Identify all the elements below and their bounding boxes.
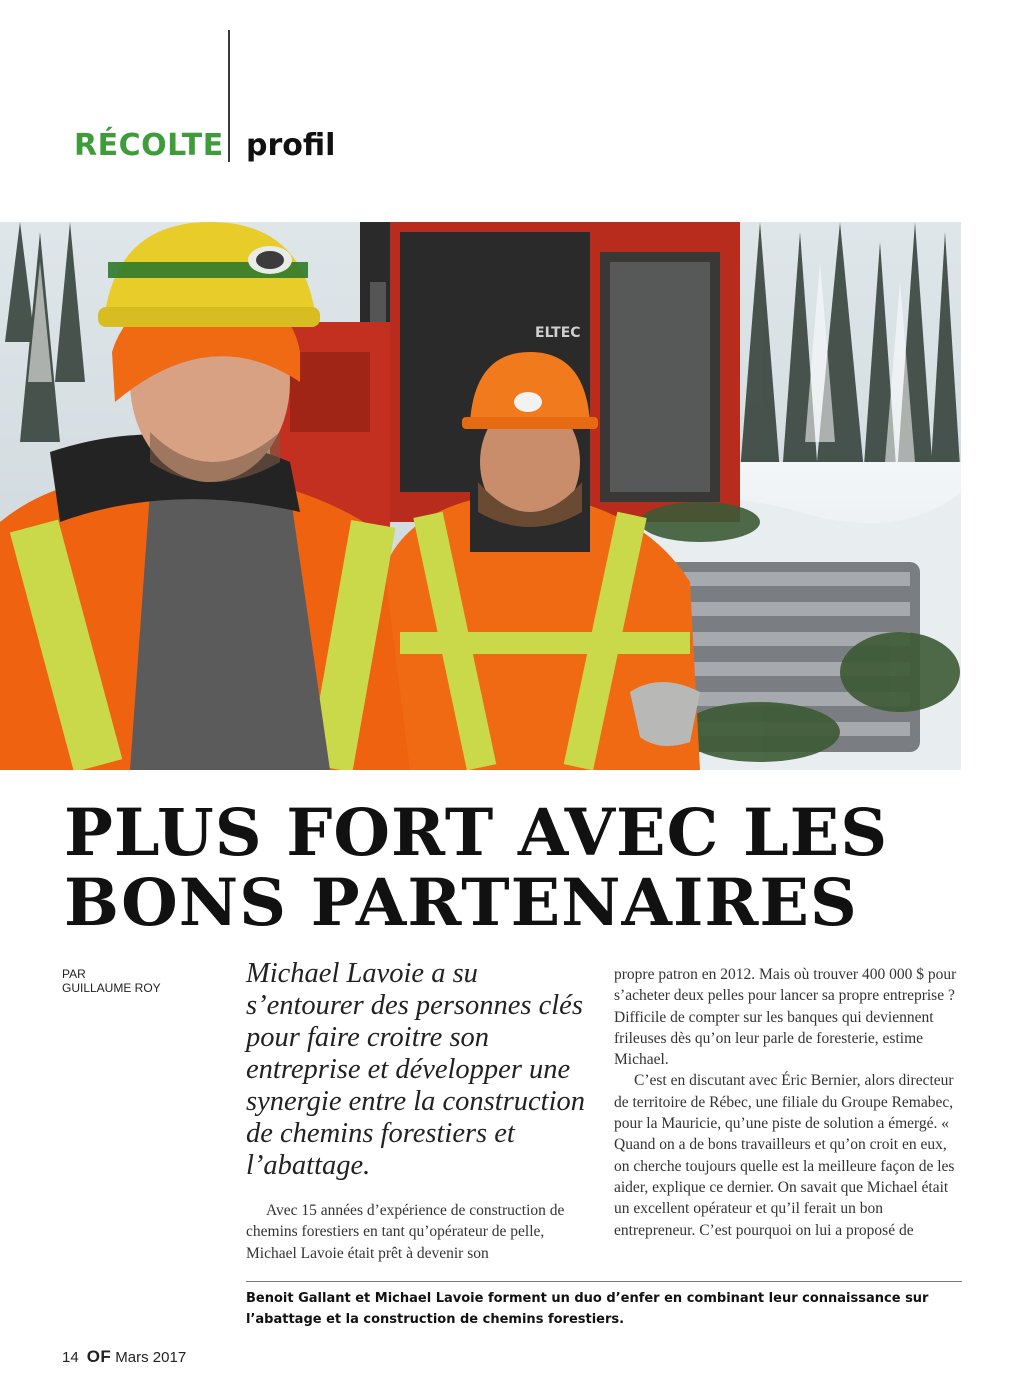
body-paragraph: Avec 15 années d’expérience de construction de chemins forestiers en tant qu’opérateur de pelle, Michael Lavoie était prêt à devenir son [246, 1202, 565, 1262]
photo-caption: Benoit Gallant et Michael Lavoie forment un duo d’enfer en combinant leur connaissance sur l’abattage et la construction de chemins forestiers. [246, 1291, 929, 1327]
byline-label: PAR [62, 967, 86, 981]
machine-brand: ELTEC [535, 325, 581, 341]
body-paragraph: C’est en discutant avec Éric Bernier, alors directeur de territoire de Rébec, une filiale du Groupe Remabec, pour la Mauricie, qu’une piste de solution a émergé. « Quand on a de bons travailleurs et qu’on croit en eux, on cherche toujours quelle est la meilleure façon de les aider, explique ce dernier. On savait que Michael était un excellent opérateur et qu’il ferait un bon entrepreneur. C’est pourquoi on lui a proposé de [614, 1072, 955, 1239]
body-column-left [246, 1200, 572, 1264]
page-number: 14 [62, 1349, 79, 1366]
headline-line-1: PLUS FORT AVEC LES [64, 795, 889, 871]
photo-illustration [0, 222, 961, 770]
byline-author: GUILLAUME ROY [62, 981, 161, 995]
section-name: RÉCOLTE [74, 128, 224, 163]
article-headline [64, 795, 964, 941]
page-footer [62, 1347, 186, 1367]
section-divider [228, 30, 230, 162]
issue-date: Mars 2017 [115, 1349, 187, 1366]
article-lede: Michael Lavoie a su s’entourer des personnes clés pour faire croitre son entreprise et développer une synergie entre la construction de chemins forestiers et l’abattage. [246, 958, 586, 1181]
headline-line-2: BONS PARTENAIRES [64, 865, 858, 941]
section-header [0, 0, 1024, 200]
body-paragraph: propre patron en 2012. Mais où trouver 400 000 $ pour s’acheter deux pelles pour lancer sa propre entreprise ? Difficile de compter sur les banques qui deviennent frileuses dès qu’on leur parle de foresterie, estime Michael. [614, 966, 957, 1069]
magazine-logo: OF [86, 1347, 112, 1366]
body-column-right [614, 964, 959, 1241]
article-photo [0, 222, 961, 770]
caption-rule [246, 1281, 962, 1282]
section-subsection: profil [246, 128, 336, 163]
byline [62, 967, 161, 995]
